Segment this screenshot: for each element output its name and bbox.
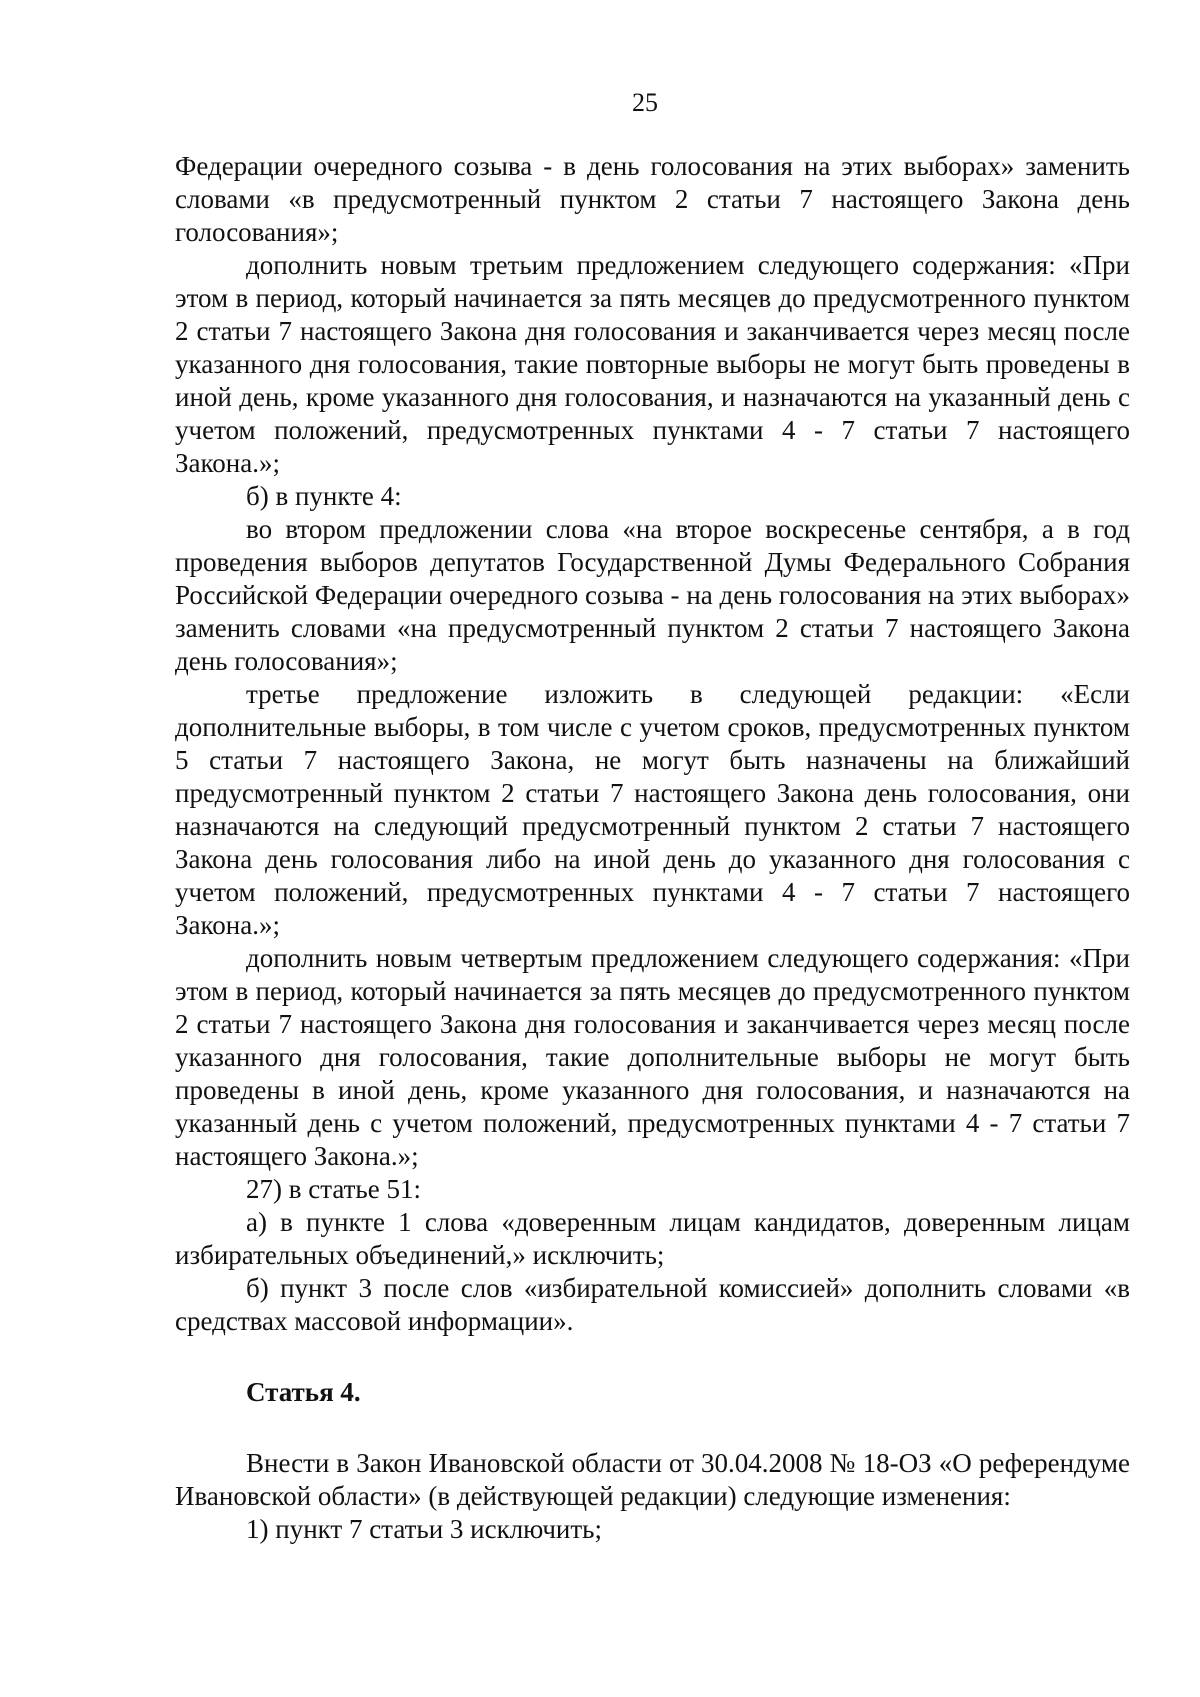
page-number: 25 — [632, 88, 658, 117]
paragraph: во втором предложении слова «на второе воскресенье сентября, а в год проведения выборов депутатов Государственной Думы Федерального Собрания Российской Федерации очередного созыва - на день голосования на этих выборах» заменить словами «на предусмотренный пунктом 2 статьи 7 настоящего Закона день голосования»; — [175, 514, 1130, 676]
paragraph: а) в пункте 1 слова «доверенным лицам кандидатов, доверенным лицам избирательных объединений,» исключить; — [175, 1207, 1130, 1270]
paragraph: Внести в Закон Ивановской области от 30.04.2008 № 18-ОЗ «О референдуме Ивановской области» (в действующей редакции) следующие изменения: — [175, 1448, 1130, 1511]
paragraph: б) в пункте 4: — [246, 481, 402, 511]
document-body — [175, 150, 1130, 1546]
paragraph: б) пункт 3 после слов «избирательной комиссией» дополнить словами «в средствах массовой информации». — [175, 1273, 1130, 1336]
paragraph: дополнить новым четвертым предложением следующего содержания: «При этом в период, который начинается за пять месяцев до предусмотренного пунктом 2 статьи 7 настоящего Закона дня голосования и заканчивается через месяц после указанного дня голосования, такие дополнительные выборы не могут быть проведены в иной день, кроме указанного дня голосования, и назначаются на указанный день с учетом положений, предусмотренных пунктами 4 - 7 статьи 7 настоящего Закона.»; — [175, 943, 1130, 1171]
paragraph: Федерации очередного созыва - в день голосования на этих выборах» заменить словами «в предусмотренный пунктом 2 статьи 7 настоящего Закона день голосования»; — [175, 151, 1130, 247]
paragraph: дополнить новым третьим предложением следующего содержания: «При этом в период, который начинается за пять месяцев до предусмотренного пунктом 2 статьи 7 настоящего Закона дня голосования и заканчивается через месяц после указанного дня голосования, такие повторные выборы не могут быть проведены в иной день, кроме указанного дня голосования, и назначаются на указанный день с учетом положений, предусмотренных пунктами 4 - 7 статьи 7 настоящего Закона.»; — [175, 250, 1130, 478]
paragraph: третье предложение изложить в следующей редакции: «Если дополнительные выборы, в том числе с учетом сроков, предусмотренных пунктом 5 статьи 7 настоящего Закона, не могут быть назначены на ближайший предусмотренный пунктом 2 статьи 7 настоящего Закона день голосования, они назначаются на следующий предусмотренный пунктом 2 статьи 7 настоящего Закона день голосования либо на иной день до указанного дня голосования с учетом положений, предусмотренных пунктами 4 - 7 статьи 7 настоящего Закона.»; — [175, 679, 1130, 940]
paragraph: 1) пункт 7 статьи 3 исключить; — [246, 1514, 602, 1544]
article-heading: Статья 4. — [246, 1377, 361, 1407]
paragraph: 27) в статье 51: — [246, 1174, 421, 1204]
